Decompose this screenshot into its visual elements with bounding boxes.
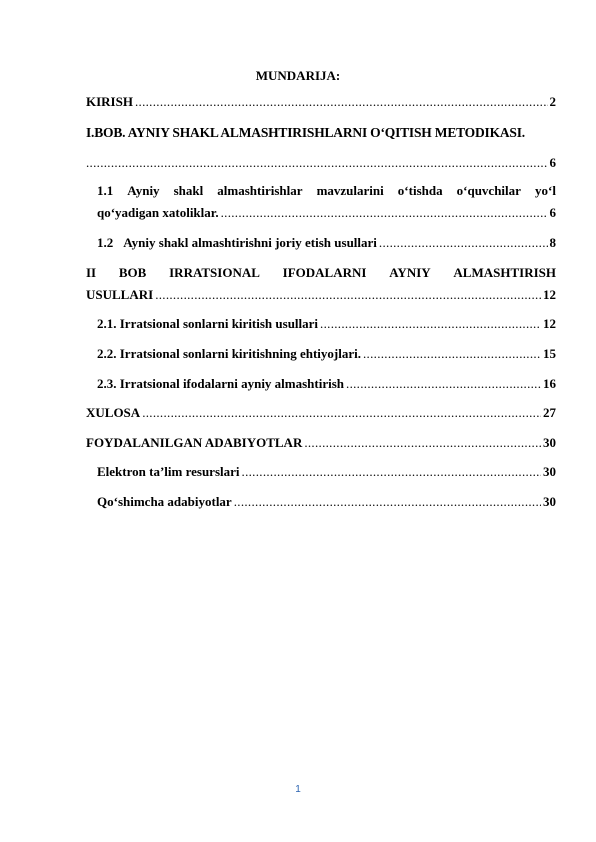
toc-leader [379,235,548,251]
toc-entry-text: XULOSA [86,405,141,420]
toc-leader [221,205,548,221]
toc-entry-2-1[interactable] [97,316,556,334]
toc-entry-qoshimcha[interactable] [97,494,556,512]
toc-page-number: 16 [543,376,556,391]
toc-entry-text: FOYDALANILGAN ADABIYOTLAR [86,435,303,450]
toc-entry-elektron[interactable] [97,464,556,482]
toc-entry-1-2[interactable] [97,235,556,253]
toc-entry-1-1[interactable] [97,183,556,199]
toc-section-number: 1.1 [97,183,114,198]
toc-page-number: 27 [543,405,556,420]
toc-page-number: 12 [543,287,556,302]
toc-word: Ayniy [127,183,160,198]
toc-page-number: 30 [543,464,556,479]
toc-word: ALMASHTIRISH [453,265,556,280]
toc-entry-text: 2.2. Irratsional sonlarni kiritishning ehtiyojlari. [97,346,361,361]
toc-entry-xulosa[interactable] [86,405,556,423]
toc-leader [86,155,548,171]
toc-entry-bob1[interactable] [86,125,556,141]
toc-leader [363,346,541,362]
toc-word: o‘tishda [397,183,443,198]
toc-word: o‘quvchilar [456,183,521,198]
toc-word: mavzularini [316,183,384,198]
toc-leader [135,94,548,110]
toc-entry-text: KIRISH [86,94,133,109]
toc-page-number: 30 [543,435,556,450]
toc-entry-1-1-line2[interactable] [97,205,556,223]
toc-word: shakl [173,183,204,198]
toc-leader [142,405,541,421]
toc-leader [304,435,541,451]
toc-word: II [86,265,97,280]
toc-entry-text: 2.1. Irratsional sonlarni kiritish usullari [97,316,319,331]
toc-word: yo‘l [534,183,556,198]
toc-page-number: 8 [549,235,556,250]
toc-entry-bob2-line2[interactable] [86,287,556,305]
toc-entry-text: Ayniy shakl almashtirishni joriy etish usullari [123,235,377,250]
toc-leader [155,287,541,303]
toc-entry-text: Qo‘shimcha adabiyotlar [97,494,232,509]
toc-page-number: 30 [543,494,556,509]
toc-page-number: 2 [549,94,556,109]
toc-leader [234,494,541,510]
toc-entry-bob2[interactable] [86,265,556,281]
toc-word: BOB [118,265,147,280]
toc-page-number: 15 [543,346,556,361]
toc-leader [346,376,541,392]
toc-entry-bob1-leader [86,155,556,173]
toc-word: almashtirishlar [217,183,303,198]
toc-page-number: 12 [543,316,556,331]
toc-word: AYNIY [389,265,431,280]
toc-entry-2-3[interactable] [97,376,556,394]
toc-entry-text: qo‘yadigan xatoliklar. [97,205,219,220]
toc-section-number: 1.2 [97,235,114,250]
toc-page-number: 6 [549,205,556,220]
toc-entry-2-2[interactable] [97,346,556,364]
toc-page-number: 6 [549,155,556,170]
toc-word: IRRATSIONAL [169,265,260,280]
page-number: 1 [295,784,301,795]
toc-entry-kirish[interactable] [86,94,556,112]
toc-entry-adabiyotlar[interactable] [86,435,556,453]
toc-entry-text: USULLARI [86,287,154,302]
toc-word: IFODALARNI [282,265,367,280]
toc-entry-text: Elektron ta’lim resurslari [97,464,240,479]
page-title: MUNDARIJA: [255,68,341,83]
toc-entry-text: 2.3. Irratsional ifodalarni ayniy almashtirish [97,376,345,391]
toc-leader [242,464,541,480]
toc-leader [320,316,541,332]
toc-entry-text: I.BOB. AYNIY SHAKL ALMASHTIRISHLARNI O‘QITISH METODIKASI. [86,125,525,140]
